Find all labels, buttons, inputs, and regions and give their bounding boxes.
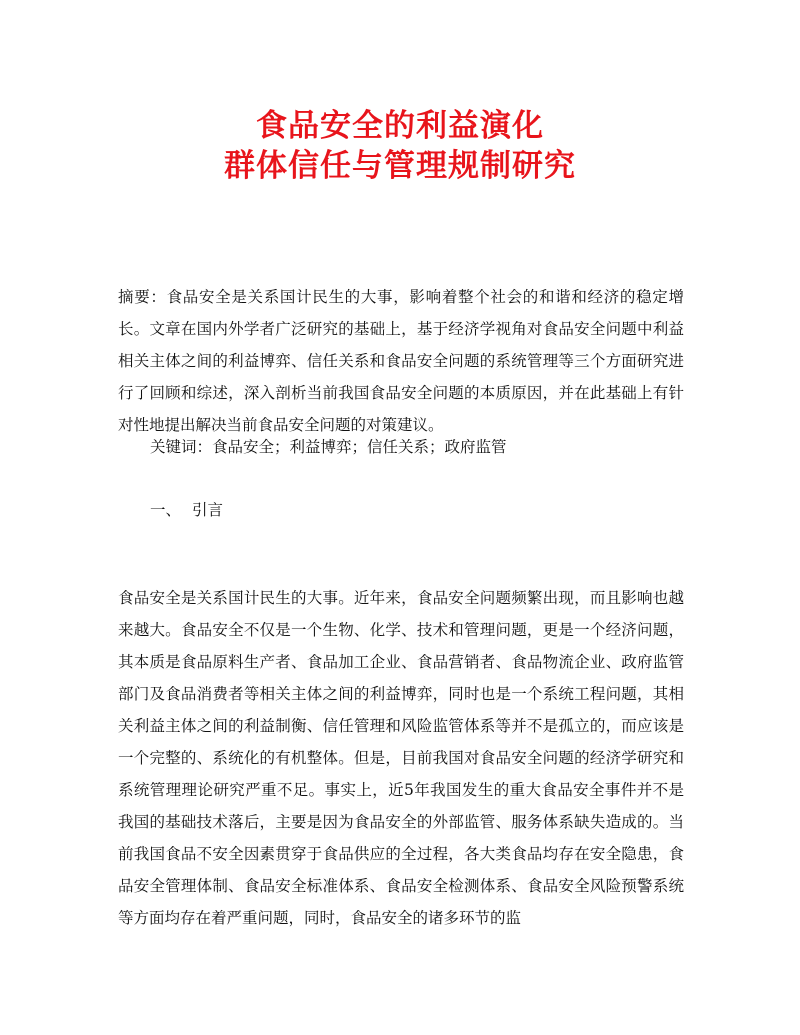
document-title-line-1: 食品安全的利益演化 [256,108,544,144]
abstract-paragraph: 摘要：食品安全是关系国计民生的大事，影响着整个社会的和谐和经济的稳定增长。文章在国内外学者广泛研究的基础上，基于经济学视角对食品安全问题中利益相关主体之间的利益博弈、信任关系和食品安全问题的系统管理等三个方面研究进行了回顾和综述，深入剖析当前我国食品安全问题的本质原因，并在此基础上有针对性地提出解决当前食品安全问题的对策建议。 [118,288,684,434]
body-paragraph: 食品安全是关系国计民生的大事。近年来，食品安全问题频繁出现，而且影响也越来越大。食品安全不仅是一个生物、化学、技术和管理问题，更是一个经济问题，其本质是食品原料生产者、食品加工企业、食品营销者、食品物流企业、政府监管部门及食品消费者等相关主体之间的利益博弈，同时也是一个系统工程问题，其相关利益主体之间的利益制衡、信任管理和风险监管体系等并不是孤立的，而应该是一个完整的、系统化的有机整体。但是，目前我国对食品安全问题的经济学研究和系统管理理论研究严重不足。事实上，近5年我国发生的重大食品安全事件并不是我国的基础技术落后，主要是因为食品安全的外部监管、服务体系缺失造成的。当前我国食品不安全因素贯穿于食品供应的全过程，各大类食品均存在安全隐患，食品安全管理体制、食品安全标准体系、食品安全检测体系、食品安全风险预警系统等方面均存在着严重问题，同时，食品安全的诸多环节的监 [118,589,684,927]
keywords-line: 关键词：食品安全；利益博弈；信任关系；政府监管 [150,438,507,456]
section-title: 引言 [192,501,224,519]
section-number: 一、 [150,501,182,519]
section-heading [150,494,223,526]
document-title-line-2: 群体信任与管理规制研究 [224,148,576,184]
